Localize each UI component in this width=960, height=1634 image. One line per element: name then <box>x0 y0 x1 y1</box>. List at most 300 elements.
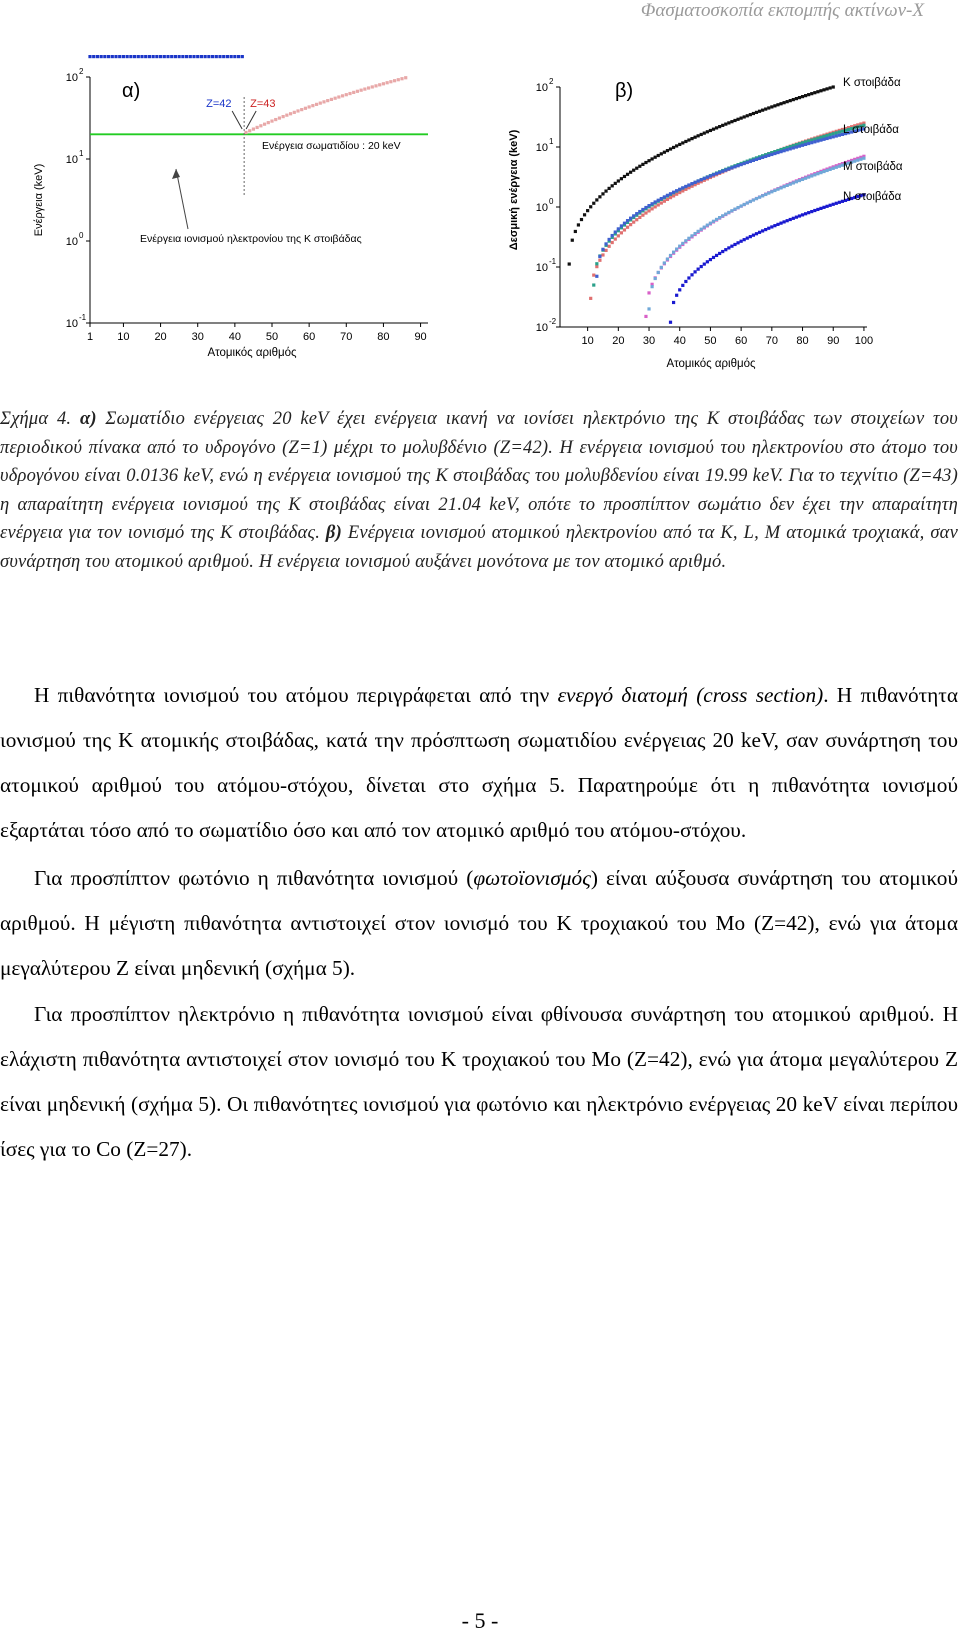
data-point-series-1 <box>626 226 629 229</box>
data-point-series-0 <box>829 86 832 89</box>
x-tick-label: 70 <box>340 331 353 343</box>
data-point-series-3 <box>755 158 758 161</box>
data-point-series-3 <box>660 197 663 200</box>
data-point-series-6 <box>693 270 696 273</box>
data-point-series-5 <box>681 242 684 245</box>
data-point-series-0 <box>663 151 666 154</box>
data-point-series-3 <box>681 186 684 189</box>
data-point-series-0 <box>700 133 703 136</box>
data-point-series-6 <box>749 235 752 238</box>
data-point-series-0 <box>736 118 739 121</box>
data-point-series-5 <box>758 196 761 199</box>
data-point-series-1 <box>669 196 672 199</box>
chart-b <box>505 55 915 375</box>
data-point-series-0 <box>170 55 173 58</box>
data-point-series-3 <box>798 145 801 148</box>
data-point-series-5 <box>657 271 660 274</box>
data-point-series-5 <box>801 178 804 181</box>
data-point-series-1 <box>330 98 333 101</box>
data-point-series-2 <box>813 137 816 140</box>
data-point-series-1 <box>632 221 635 224</box>
paragraph-2-italic: φωτοϊονισμός <box>473 866 591 890</box>
data-point-series-0 <box>204 55 207 58</box>
x-tick-label: 40 <box>228 331 241 343</box>
data-point-series-6 <box>721 250 724 253</box>
data-point-series-6 <box>801 213 804 216</box>
y-tick-exponent: 1 <box>549 137 554 146</box>
data-point-series-6 <box>743 238 746 241</box>
data-point-series-5 <box>697 230 700 233</box>
data-point-series-5 <box>684 239 687 242</box>
data-point-series-1 <box>259 124 262 127</box>
x-tick-label: 30 <box>191 331 204 343</box>
data-point-series-1 <box>278 116 281 119</box>
data-point-series-5 <box>666 257 669 260</box>
data-point-series-3 <box>601 248 604 251</box>
data-point-series-5 <box>743 203 746 206</box>
data-point-series-0 <box>626 173 629 176</box>
data-point-series-1 <box>374 84 377 87</box>
y-tick-exponent: -1 <box>79 313 87 322</box>
data-point-series-3 <box>752 159 755 162</box>
data-point-series-3 <box>678 188 681 191</box>
data-point-series-0 <box>629 171 632 174</box>
caption-part-b-label: β) <box>325 523 342 543</box>
data-point-series-0 <box>617 179 620 182</box>
data-point-series-3 <box>733 165 736 168</box>
data-point-series-3 <box>819 139 822 142</box>
data-point-series-1 <box>386 81 389 84</box>
data-point-series-2 <box>838 130 841 133</box>
data-point-series-1 <box>389 80 392 83</box>
data-point-series-1 <box>308 105 311 108</box>
data-point-series-1 <box>675 193 678 196</box>
data-point-series-0 <box>776 103 779 106</box>
data-point-series-6 <box>752 234 755 237</box>
data-point-series-0 <box>752 112 755 115</box>
data-point-series-0 <box>608 187 611 190</box>
data-point-series-1 <box>319 102 322 105</box>
data-point-series-3 <box>727 167 730 170</box>
y-tick-exponent: 0 <box>79 231 84 240</box>
chart-a-ylabel: Ενέργεια (keV) <box>33 163 45 237</box>
x-tick-label: 10 <box>117 331 130 343</box>
data-point-series-0 <box>675 144 678 147</box>
data-point-series-1 <box>638 216 641 219</box>
paragraph-1 <box>0 673 958 853</box>
data-point-series-0 <box>185 55 188 58</box>
data-point-series-1 <box>304 107 307 110</box>
data-point-series-0 <box>196 55 199 58</box>
data-point-series-1 <box>252 127 255 130</box>
data-point-series-5 <box>730 209 733 212</box>
chart-a-annotation-arrow <box>176 169 188 229</box>
data-point-series-5 <box>721 214 724 217</box>
data-point-series-3 <box>693 181 696 184</box>
data-point-series-5 <box>651 285 654 288</box>
data-point-series-3 <box>669 192 672 195</box>
data-point-series-5 <box>660 266 663 269</box>
caption-part-b-text: Ενέργεια ιονισμού ατομικού ηλεκτρονίου από τα Κ, L, Μ ατομικά τροχιακά, σαν συνάρτηση του ατομικού αριθμού. Η ενέργεια ιονισμού αυξάνει μονότονα με τον ατομικό αριθμό. <box>0 523 958 572</box>
data-point-series-1 <box>647 209 650 212</box>
data-point-series-6 <box>700 265 703 268</box>
data-point-series-0 <box>215 55 218 58</box>
data-point-series-3 <box>829 136 832 139</box>
data-point-series-0 <box>137 55 140 58</box>
data-point-series-0 <box>598 195 601 198</box>
data-point-series-0 <box>126 55 129 58</box>
data-point-series-3 <box>816 139 819 142</box>
x-tick-label: 90 <box>414 331 427 343</box>
data-point-series-1 <box>345 93 348 96</box>
data-point-series-0 <box>657 154 660 157</box>
data-point-series-0 <box>715 126 718 129</box>
data-point-series-3 <box>709 174 712 177</box>
data-point-series-0 <box>632 169 635 172</box>
data-point-series-5 <box>813 173 816 176</box>
data-point-series-1 <box>263 123 266 126</box>
chart-a-annotation-arrowhead <box>172 169 180 179</box>
data-point-series-0 <box>709 129 712 132</box>
data-point-series-0 <box>758 110 761 113</box>
data-point-series-0 <box>666 149 669 152</box>
data-point-series-5 <box>718 216 721 219</box>
data-point-series-3 <box>635 212 638 215</box>
data-point-series-1 <box>315 103 318 106</box>
data-point-series-6 <box>770 225 773 228</box>
data-point-series-5 <box>862 157 865 160</box>
marker-label-z42: Z=42 <box>206 98 232 110</box>
data-point-series-6 <box>838 201 841 204</box>
data-point-series-5 <box>819 171 822 174</box>
data-point-series-5 <box>746 201 749 204</box>
data-point-series-1 <box>274 118 277 121</box>
data-point-series-6 <box>835 202 838 205</box>
data-point-series-0 <box>178 55 181 58</box>
data-point-series-5 <box>786 184 789 187</box>
data-point-series-1 <box>672 194 675 197</box>
x-tick-label: 60 <box>735 335 748 347</box>
data-point-series-1 <box>326 99 329 102</box>
data-point-series-5 <box>703 226 706 229</box>
data-point-series-0 <box>192 55 195 58</box>
data-point-series-6 <box>813 209 816 212</box>
x-tick-label: 30 <box>642 335 656 347</box>
data-point-series-4 <box>644 315 647 318</box>
data-point-series-0 <box>740 117 743 120</box>
data-point-series-3 <box>835 134 838 137</box>
data-point-series-6 <box>761 229 764 232</box>
data-point-series-0 <box>684 140 687 143</box>
data-point-series-5 <box>838 165 841 168</box>
y-tick-label: 10 <box>535 82 548 94</box>
data-point-series-2 <box>835 131 838 134</box>
y-tick-exponent: 0 <box>549 197 554 206</box>
data-point-series-1 <box>604 249 607 252</box>
data-point-series-0 <box>133 55 136 58</box>
data-point-series-1 <box>400 77 403 80</box>
data-point-series-3 <box>598 255 601 258</box>
data-point-series-6 <box>767 227 770 230</box>
data-point-series-1 <box>589 297 592 300</box>
x-tick-label: 90 <box>827 335 840 347</box>
data-point-series-0 <box>783 101 786 104</box>
data-point-series-1 <box>248 129 251 132</box>
data-point-series-3 <box>770 153 773 156</box>
data-point-series-5 <box>700 228 703 231</box>
marker-arrow-z43 <box>246 111 256 129</box>
data-point-series-0 <box>200 55 203 58</box>
data-point-series-0 <box>601 192 604 195</box>
data-point-series-1 <box>289 112 292 115</box>
data-point-series-6 <box>807 211 810 214</box>
data-point-series-6 <box>724 248 727 251</box>
data-point-series-5 <box>832 167 835 170</box>
y-tick-label: 10 <box>65 72 78 84</box>
data-point-series-3 <box>647 204 650 207</box>
data-point-series-6 <box>829 204 832 207</box>
data-point-series-3 <box>773 152 776 155</box>
data-point-series-3 <box>825 137 828 140</box>
data-point-series-0 <box>733 119 736 122</box>
data-point-series-3 <box>749 160 752 163</box>
data-point-series-3 <box>776 151 779 154</box>
data-point-series-6 <box>678 288 681 291</box>
data-point-series-0 <box>111 55 114 58</box>
chart-b-panel-label: β) <box>615 80 634 102</box>
data-point-series-3 <box>644 206 647 209</box>
data-point-series-5 <box>733 208 736 211</box>
data-point-series-1 <box>367 86 370 89</box>
data-point-series-5 <box>712 220 715 223</box>
data-point-series-3 <box>740 163 743 166</box>
data-point-series-0 <box>589 205 592 208</box>
data-point-series-3 <box>623 222 626 225</box>
data-point-series-0 <box>730 120 733 123</box>
data-point-series-3 <box>801 144 804 147</box>
x-tick-label: 50 <box>704 335 717 347</box>
data-point-series-0 <box>155 55 158 58</box>
data-point-series-1 <box>614 238 617 241</box>
data-point-series-6 <box>684 280 687 283</box>
x-tick-label: 1 <box>86 331 94 343</box>
page-number: - 5 - <box>461 1608 499 1633</box>
y-tick-exponent: -2 <box>549 317 557 326</box>
data-point-series-1 <box>393 79 396 82</box>
data-point-series-3 <box>687 183 690 186</box>
data-point-series-0 <box>807 93 810 96</box>
data-point-series-0 <box>832 85 835 88</box>
data-point-series-0 <box>611 184 614 187</box>
x-tick-label: 50 <box>265 331 279 343</box>
data-point-series-6 <box>783 220 786 223</box>
data-point-series-0 <box>181 55 184 58</box>
data-point-series-1 <box>611 241 614 244</box>
data-point-series-5 <box>795 180 798 183</box>
y-tick-exponent: 2 <box>79 67 84 76</box>
data-point-series-0 <box>586 209 589 212</box>
data-point-series-6 <box>709 258 712 261</box>
x-tick-label: 60 <box>303 331 316 343</box>
figure-caption <box>0 405 958 576</box>
data-point-series-1 <box>623 228 626 231</box>
data-point-series-3 <box>838 134 841 137</box>
data-point-series-0 <box>764 107 767 110</box>
y-tick-label: 10 <box>535 322 548 334</box>
data-point-series-5 <box>727 211 730 214</box>
data-point-series-0 <box>159 55 162 58</box>
data-point-series-0 <box>727 121 730 124</box>
x-tick-label: 20 <box>154 331 167 343</box>
y-tick-label: 10 <box>535 142 548 154</box>
data-point-series-0 <box>672 146 675 149</box>
data-point-series-3 <box>608 238 611 241</box>
data-point-series-0 <box>122 55 125 58</box>
data-point-series-0 <box>129 55 132 58</box>
data-point-series-1 <box>296 109 299 112</box>
data-point-series-3 <box>614 230 617 233</box>
data-point-series-1 <box>397 78 400 81</box>
data-point-series-5 <box>773 189 776 192</box>
data-point-series-6 <box>715 254 718 257</box>
data-point-series-5 <box>770 190 773 193</box>
data-point-series-1 <box>592 274 595 277</box>
data-point-series-5 <box>678 245 681 248</box>
data-point-series-3 <box>690 182 693 185</box>
data-point-series-0 <box>654 156 657 159</box>
data-point-series-3 <box>629 217 632 220</box>
data-point-series-3 <box>611 234 614 237</box>
chart-b-legend-k: Κ στοιβάδα <box>843 77 901 89</box>
caption-part-a-label: α) <box>79 409 97 429</box>
data-point-series-3 <box>721 170 724 173</box>
data-point-series-1 <box>678 191 681 194</box>
data-point-series-5 <box>776 188 779 191</box>
data-point-series-3 <box>675 189 678 192</box>
data-point-series-5 <box>672 251 675 254</box>
data-point-series-0 <box>712 128 715 131</box>
data-point-series-1 <box>598 259 601 262</box>
data-point-series-6 <box>736 241 739 244</box>
data-point-series-1 <box>348 92 351 95</box>
data-point-series-6 <box>690 273 693 276</box>
data-point-series-0 <box>779 102 782 105</box>
data-point-series-6 <box>672 301 675 304</box>
data-point-series-6 <box>675 294 678 297</box>
data-point-series-3 <box>832 135 835 138</box>
data-point-series-5 <box>724 213 727 216</box>
x-tick-label: 10 <box>581 335 594 347</box>
chart-a-ref-label: Ενέργεια σωματιδίου : 20 keV <box>262 140 401 152</box>
data-point-series-5 <box>835 166 838 169</box>
data-point-series-6 <box>792 217 795 220</box>
data-point-series-0 <box>107 55 110 58</box>
data-point-series-6 <box>832 203 835 206</box>
data-point-series-0 <box>595 198 598 201</box>
data-point-series-0 <box>767 106 770 109</box>
data-point-series-0 <box>693 136 696 139</box>
data-point-series-0 <box>148 55 151 58</box>
data-point-series-1 <box>293 111 296 114</box>
data-point-series-3 <box>697 179 700 182</box>
chart-b-legend-n: Ν στοιβάδα <box>843 191 902 203</box>
data-point-series-0 <box>92 55 95 58</box>
x-tick-label: 20 <box>612 335 625 347</box>
data-point-series-0 <box>174 55 177 58</box>
data-point-series-5 <box>783 185 786 188</box>
data-point-series-6 <box>810 210 813 213</box>
data-point-series-0 <box>638 165 641 168</box>
data-point-series-5 <box>798 179 801 182</box>
data-point-series-0 <box>819 89 822 92</box>
data-point-series-6 <box>795 216 798 219</box>
data-point-series-3 <box>638 210 641 213</box>
data-point-series-3 <box>651 202 654 205</box>
y-tick-exponent: -1 <box>549 257 557 266</box>
data-point-series-3 <box>718 171 721 174</box>
data-point-series-0 <box>746 114 749 117</box>
data-point-series-3 <box>663 195 666 198</box>
data-point-series-1 <box>378 83 381 86</box>
running-head: Φασματοσκοπία εκπομπής ακτίνων-Χ <box>640 0 924 21</box>
data-point-series-3 <box>804 143 807 146</box>
data-point-series-3 <box>736 164 739 167</box>
marker-label-z43: Z=43 <box>250 98 276 110</box>
data-point-series-0 <box>571 239 574 242</box>
data-point-series-3 <box>703 177 706 180</box>
paragraph-3: Για προσπίπτον ηλεκτρόνιο η πιθανότητα ιονισμού είναι φθίνουσα συνάρτηση του ατομικού αριθμού. Η ελάχιστη πιθανότητα αντιστοιχεί στον ιονισμό του Κ τροχιακού του Mo (Z=42), ενώ για άτομα μεγαλύτερου Ζ είναι μηδενική (σχήμα 5). Οι πιθανότητες ιονισμού για φωτόνιο και ηλεκτρόνιο ενέργειας 20 keV είναι περίπου ίσες για το Co (Z=27). <box>0 1002 958 1161</box>
data-point-series-3 <box>700 178 703 181</box>
data-point-series-0 <box>623 175 626 178</box>
data-point-series-0 <box>770 105 773 108</box>
data-point-series-0 <box>816 90 819 93</box>
data-point-series-5 <box>749 200 752 203</box>
data-point-series-1 <box>651 207 654 210</box>
data-point-series-0 <box>237 55 240 58</box>
y-tick-label: 10 <box>65 318 78 330</box>
data-point-series-5 <box>789 183 792 186</box>
data-point-series-0 <box>724 123 727 126</box>
data-point-series-1 <box>608 245 611 248</box>
chart-b-legend-l: L στοιβάδα <box>843 124 899 136</box>
data-point-series-6 <box>703 263 706 266</box>
data-point-series-6 <box>727 246 730 249</box>
data-point-series-1 <box>256 126 259 129</box>
data-point-series-1 <box>267 121 270 124</box>
data-point-series-0 <box>660 152 663 155</box>
data-point-series-5 <box>822 170 825 173</box>
data-point-series-0 <box>718 125 721 128</box>
data-point-series-3 <box>706 176 709 179</box>
data-point-series-5 <box>807 175 810 178</box>
data-point-series-0 <box>644 161 647 164</box>
data-point-series-6 <box>798 214 801 217</box>
data-point-series-1 <box>660 201 663 204</box>
data-point-series-6 <box>718 252 721 255</box>
data-point-series-5 <box>764 193 767 196</box>
data-point-series-0 <box>620 177 623 180</box>
data-point-series-3 <box>632 214 635 217</box>
data-point-series-1 <box>654 205 657 208</box>
data-point-series-0 <box>792 98 795 101</box>
data-point-series-0 <box>166 55 169 58</box>
data-point-series-3 <box>657 199 660 202</box>
data-point-series-6 <box>697 268 700 271</box>
data-point-series-0 <box>230 55 233 58</box>
data-point-series-1 <box>663 200 666 203</box>
data-point-series-6 <box>816 208 819 211</box>
data-point-series-2 <box>819 136 822 139</box>
